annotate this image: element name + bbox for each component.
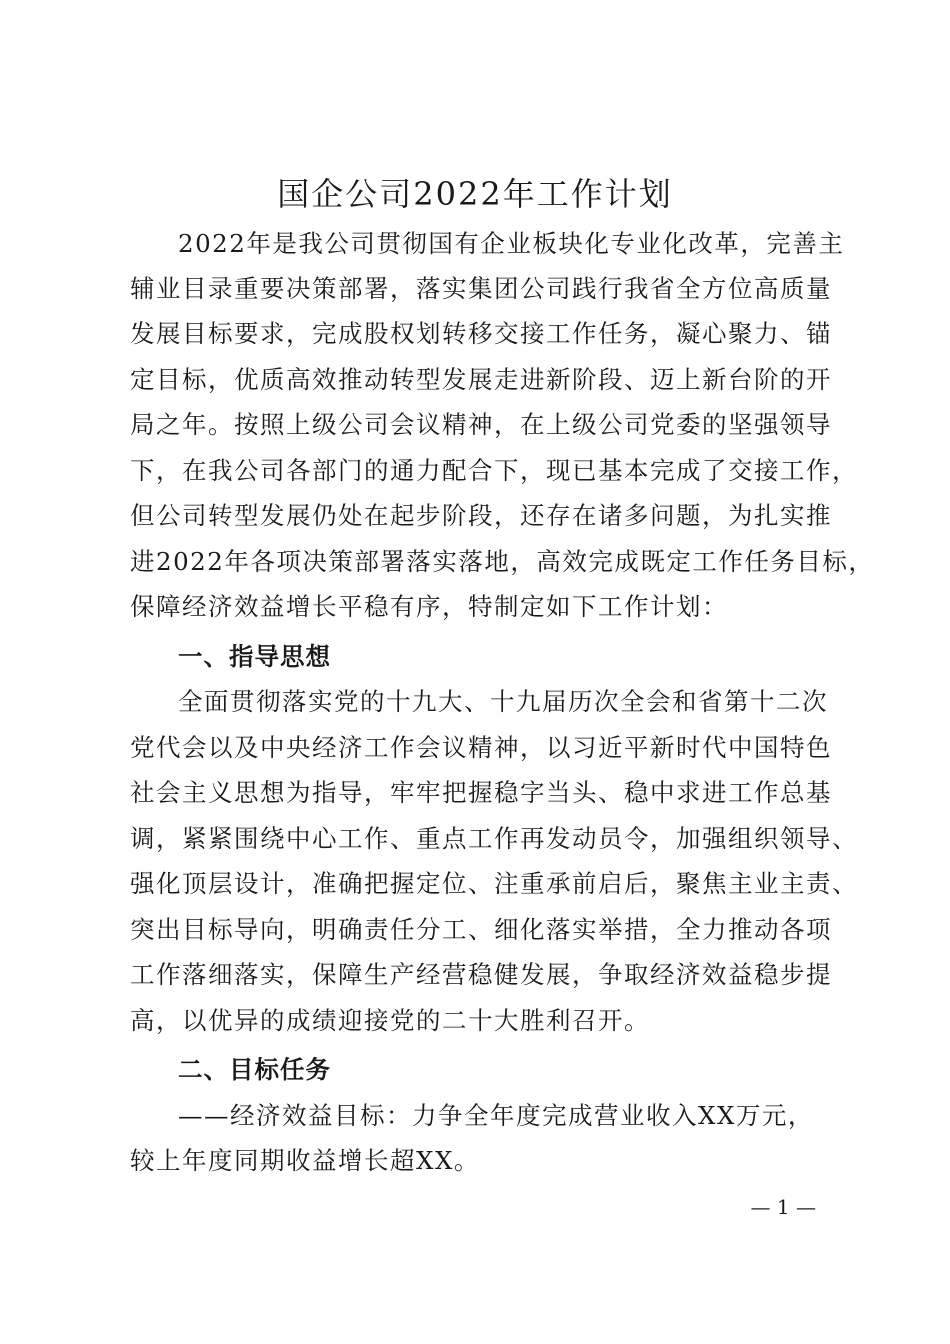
intro-line-9: 保障经济效益增长平稳有序，特制定如下工作计划： — [130, 592, 728, 621]
intro-line-4: 定目标，优质高效推动转型发展走进新阶段、迈上新台阶的开 — [130, 365, 832, 394]
intro-line-7: 但公司转型发展仍处在起步阶段，还存在诸多问题，为扎实推 — [130, 501, 832, 530]
intro-line-2: 辅业目录重要决策部署，落实集团公司践行我省全方位高质量 — [130, 274, 832, 303]
page-number: — 1 — — [750, 1195, 816, 1219]
section1-line-1: 全面贯彻落实党的十九大、十九届历次全会和省第十二次 — [178, 687, 828, 716]
section1-line-2: 党代会以及中央经济工作会议精神，以习近平新时代中国特色 — [130, 733, 832, 762]
section1-line-5: 强化顶层设计，准确把握定位、注重承前启后，聚焦主业主责、 — [130, 869, 858, 898]
section-heading-target-tasks: 二、目标任务 — [178, 1055, 331, 1084]
section1-line-8: 高，以优异的成绩迎接党的二十大胜利召开。 — [130, 1006, 650, 1035]
intro-line-6: 下，在我公司各部门的通力配合下，现已基本完成了交接工作， — [130, 456, 858, 485]
document-title: 国企公司2022年工作计划 — [277, 175, 673, 213]
section1-line-3: 社会主义思想为指导，牢牢把握稳字当头、稳中求进工作总基 — [130, 778, 832, 807]
section2-line-1: ——经济效益目标：力争全年度完成营业收入XX万元， — [178, 1101, 814, 1130]
intro-line-8: 进2022年各项决策部署落实落地，高效完成既定工作任务目标， — [130, 547, 875, 576]
section-heading-guiding-ideology: 一、指导思想 — [178, 642, 331, 671]
section1-line-4: 调，紧紧围绕中心工作、重点工作再发动员令，加强组织领导、 — [130, 824, 858, 853]
section1-line-6: 突出目标导向，明确责任分工、细化落实举措，全力推动各项 — [130, 915, 832, 944]
section2-line-2: 较上年度同期收益增长超XX。 — [130, 1146, 480, 1175]
intro-line-1: 2022年是我公司贯彻国有企业板块化专业化改革，完善主 — [178, 229, 845, 258]
intro-line-3: 发展目标要求，完成股权划转移交接工作任务，凝心聚力、锚 — [130, 319, 832, 348]
intro-line-5: 局之年。按照上级公司会议精神，在上级公司党委的坚强领导 — [130, 410, 832, 439]
section1-line-7: 工作落细落实，保障生产经营稳健发展，争取经济效益稳步提 — [130, 960, 832, 989]
